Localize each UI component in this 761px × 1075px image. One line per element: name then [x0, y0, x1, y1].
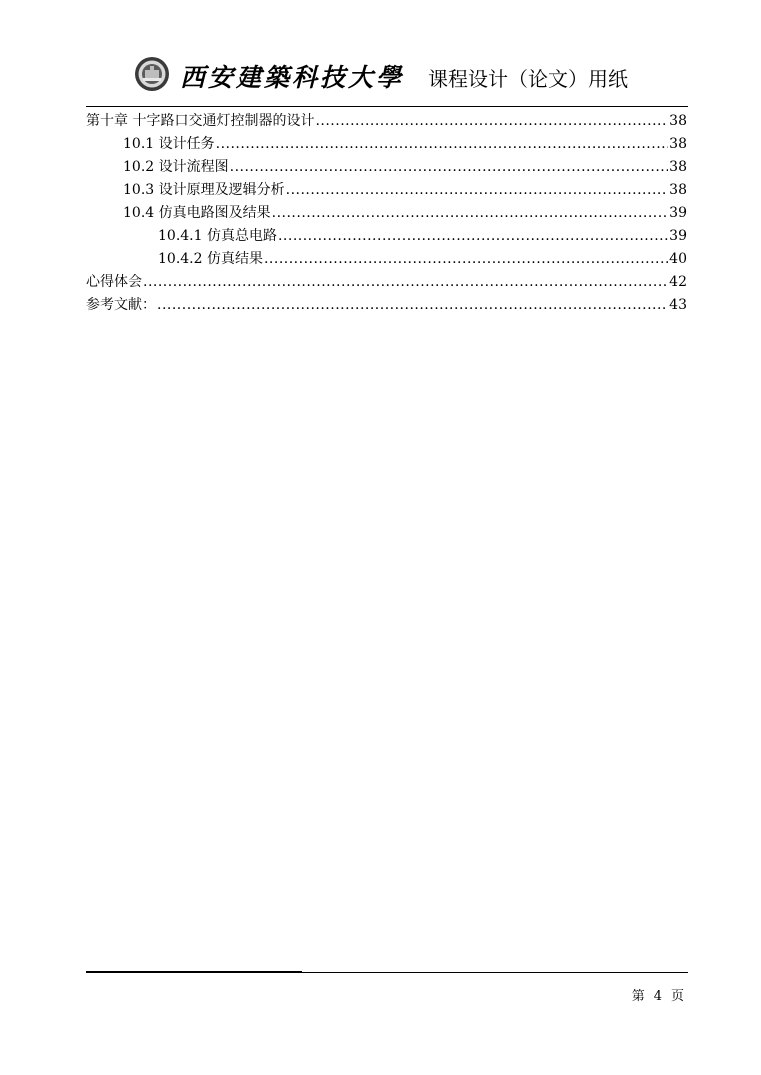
toc-entry-title: 第十章 十字路口交通灯控制器的设计	[86, 113, 315, 129]
university-seal-icon	[134, 56, 170, 92]
toc-entry-title: 10.4.1 仿真总电路	[158, 228, 277, 244]
toc-entry-title: 10.1 设计任务	[123, 136, 215, 152]
toc-entry-title: 10.2 设计流程图	[123, 159, 229, 175]
toc-dot-leader	[230, 156, 669, 179]
toc-dot-leader	[143, 271, 668, 294]
toc-entry-page: 38	[669, 182, 687, 198]
page-number-suffix: 页	[670, 989, 685, 1004]
toc-entry-page: 39	[669, 228, 687, 244]
document-type-title: 课程设计（论文）用纸	[428, 67, 628, 91]
page-number	[632, 985, 685, 1004]
toc-entry-page: 38	[669, 113, 687, 129]
toc-entry[interactable]	[86, 156, 687, 179]
toc-entry[interactable]	[86, 225, 687, 248]
toc-entry[interactable]	[86, 271, 687, 294]
toc-dot-leader	[286, 179, 669, 202]
toc-entry-page: 38	[669, 159, 687, 175]
table-of-contents	[86, 110, 687, 317]
toc-dot-leader	[216, 133, 669, 156]
page-number-value: 4	[653, 989, 663, 1004]
toc-dot-leader	[272, 202, 669, 225]
page-number-prefix: 第	[631, 989, 646, 1004]
toc-dot-leader	[157, 294, 668, 317]
toc-entry-page: 39	[669, 205, 687, 221]
header-divider	[86, 106, 688, 107]
toc-entry[interactable]	[86, 110, 687, 133]
toc-entry[interactable]	[86, 133, 687, 156]
toc-entry-title: 10.3 设计原理及逻辑分析	[123, 182, 285, 198]
toc-entry[interactable]	[86, 202, 687, 225]
toc-entry[interactable]	[86, 294, 687, 317]
toc-entry-title: 10.4.2 仿真结果	[158, 251, 263, 267]
toc-entry-title: 心得体会	[86, 274, 142, 290]
toc-entry[interactable]	[86, 179, 687, 202]
toc-entry-page: 43	[669, 297, 687, 313]
toc-entry[interactable]	[86, 248, 687, 271]
toc-entry-title: 10.4 仿真电路图及结果	[123, 205, 271, 221]
footer-divider	[86, 972, 688, 973]
toc-entry-page: 38	[669, 136, 687, 152]
toc-entry-page: 42	[669, 274, 687, 290]
toc-dot-leader	[278, 225, 668, 248]
toc-dot-leader	[315, 110, 668, 133]
toc-dot-leader	[264, 248, 668, 271]
toc-entry-page: 40	[669, 251, 687, 267]
university-name: 西安建築科技大學	[180, 63, 405, 92]
toc-entry-title: 参考文献：	[86, 297, 156, 313]
page-header	[86, 50, 688, 106]
